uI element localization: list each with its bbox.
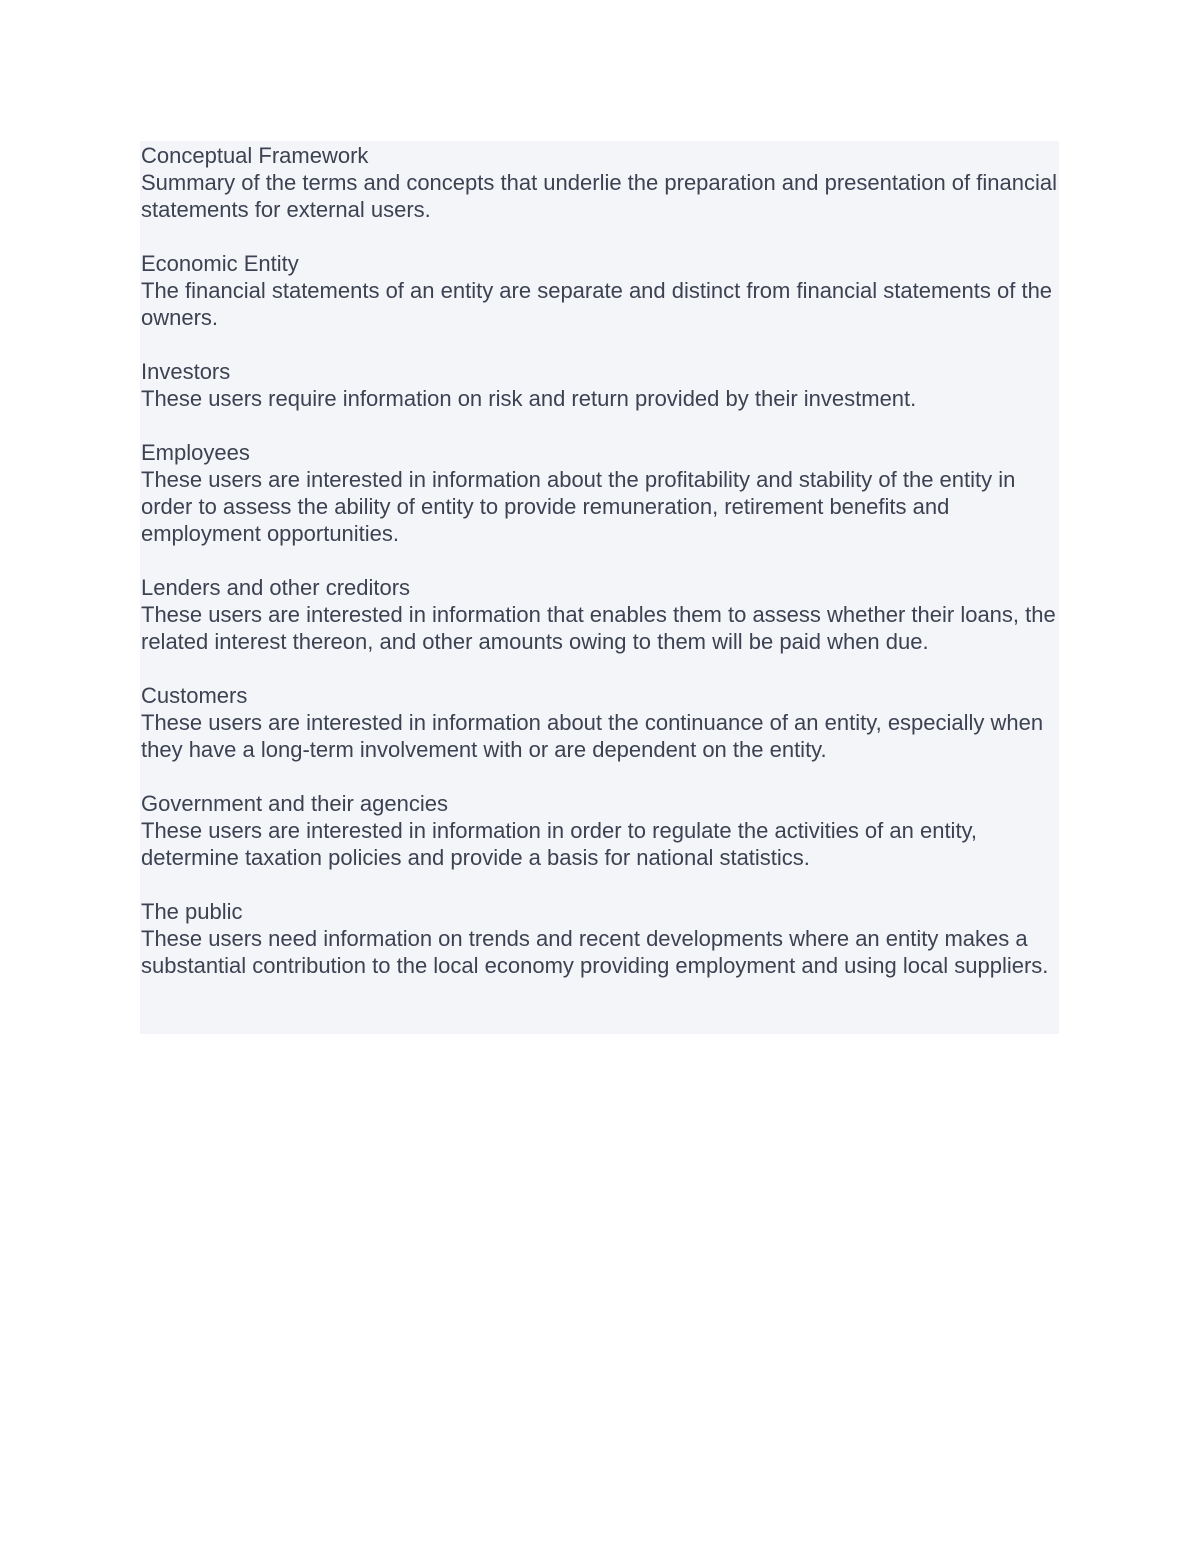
- term-heading: Lenders and other creditors: [141, 575, 411, 600]
- entry-lenders: [141, 574, 1059, 655]
- entry-investors: [141, 358, 1059, 412]
- term-definition: These users are interested in information about the continuance of an entity, especially when they have a long-term involvement with or are dependent on the entity.: [141, 710, 1044, 762]
- entry-economic-entity: [141, 250, 1059, 331]
- term-definition: These users are interested in information that enables them to assess whether their loans, the related interest thereon, and other amounts owing to them will be paid when due.: [141, 602, 1056, 654]
- term-definition: These users are interested in information in order to regulate the activities of an entity, determine taxation policies and provide a basis for national statistics.: [141, 818, 978, 870]
- term-definition: The financial statements of an entity are separate and distinct from financial statements of the owners.: [141, 278, 1053, 330]
- entry-conceptual-framework: [141, 142, 1059, 223]
- term-definition: These users are interested in information about the profitability and stability of the entity in order to assess the ability of entity to provide remuneration, retirement benefits and employment opportunities.: [141, 467, 1016, 546]
- term-definition: These users require information on risk and return provided by their investment.: [141, 386, 917, 411]
- entry-employees: [141, 439, 1059, 547]
- term-heading: The public: [141, 899, 243, 924]
- term-heading: Employees: [141, 440, 250, 465]
- term-heading: Government and their agencies: [141, 791, 448, 816]
- term-definition: Summary of the terms and concepts that underlie the preparation and presentation of financial statements for external users.: [141, 170, 1057, 222]
- entry-the-public: [141, 898, 1059, 979]
- entry-customers: [141, 682, 1059, 763]
- term-heading: Investors: [141, 359, 231, 384]
- term-heading: Conceptual Framework: [141, 143, 369, 168]
- entry-government: [141, 790, 1059, 871]
- term-heading: Economic Entity: [141, 251, 299, 276]
- term-heading: Customers: [141, 683, 248, 708]
- term-definition: These users need information on trends and recent developments where an entity makes a substantial contribution to the local economy providing employment and using local suppliers.: [141, 926, 1049, 978]
- glossary-block: [140, 141, 1059, 1034]
